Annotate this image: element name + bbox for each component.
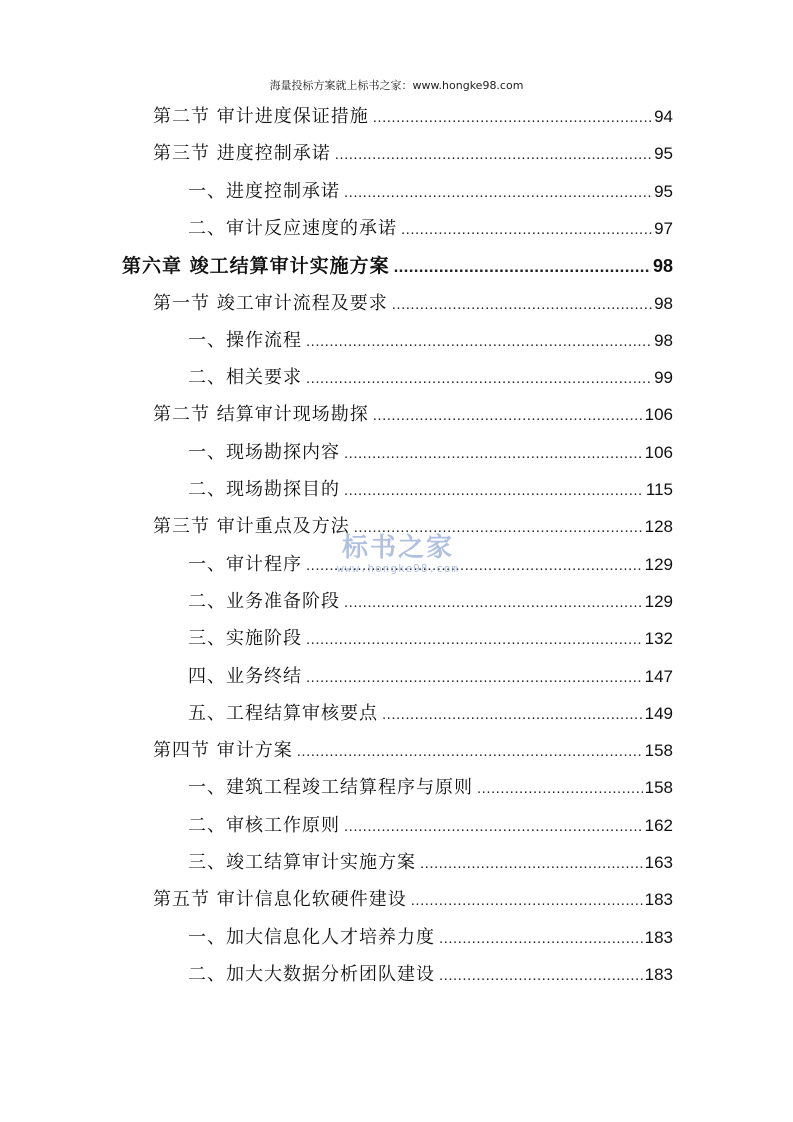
toc-entry[interactable] (153, 736, 673, 766)
toc-entry-label: 第五节 审计信息化软硬件建设 (153, 889, 407, 911)
toc-entry-label: 第二节 审计进度保证措施 (153, 106, 369, 127)
toc-entry[interactable] (122, 251, 673, 281)
toc-leader-dots (306, 333, 652, 350)
toc-leader-dots (373, 407, 643, 424)
toc-leader-dots (306, 631, 643, 648)
toc-entry[interactable] (188, 438, 673, 468)
toc-entry-page-number: 95 (654, 144, 673, 164)
toc-entry[interactable] (188, 662, 673, 692)
toc-entry[interactable] (188, 475, 673, 505)
toc-entry-page-number: 97 (654, 218, 673, 238)
toc-entry[interactable] (153, 102, 673, 132)
toc-entry-label: 第一节 竣工审计流程及要求 (153, 292, 388, 314)
toc-entry-label: 二、业务准备阶段 (188, 590, 340, 612)
toc-leader-dots (354, 519, 643, 536)
toc-entry[interactable] (188, 214, 673, 244)
toc-entry-label: 第四节 审计方案 (153, 740, 293, 762)
toc-leader-dots (306, 669, 643, 686)
toc-entry[interactable] (188, 848, 673, 878)
toc-entry-label: 二、审核工作原则 (188, 814, 340, 836)
toc-entry-page-number: 95 (654, 181, 673, 201)
toc-entry-label: 二、审计反应速度的承诺 (188, 217, 397, 239)
toc-entry[interactable] (153, 139, 673, 169)
toc-entry[interactable] (188, 773, 673, 803)
toc-entry-page-number: 115 (645, 480, 673, 499)
toc-leader-dots (394, 257, 651, 277)
toc-entry-label: 五、工程结算审核要点 (188, 702, 378, 724)
toc-entry-page-number: 163 (644, 853, 673, 872)
toc-entry-page-number: 94 (654, 107, 673, 126)
toc-entry-page-number: 158 (644, 741, 673, 761)
toc-entry-label: 一、进度控制承诺 (188, 180, 340, 202)
toc-leader-dots (344, 482, 644, 499)
toc-entry[interactable] (188, 699, 673, 729)
toc-entry[interactable] (188, 624, 673, 654)
watermark-url: www.hongke98.com (337, 562, 459, 575)
toc-leader-dots (297, 743, 643, 760)
toc-leader-dots (382, 706, 643, 723)
toc-leader-dots (420, 855, 643, 872)
toc-entry-label: 二、加大大数据分析团队建设 (188, 963, 435, 985)
page-header: 海量投标方案就上标书之家：www.hongke98.com (269, 79, 524, 92)
toc-leader-dots (439, 930, 643, 947)
toc-entry-label: 第三节 审计重点及方法 (153, 516, 350, 538)
toc-entry-page-number: 128 (644, 517, 673, 537)
toc-entry-page-number: 129 (644, 591, 673, 611)
toc-entry-label: 第六章 竣工结算审计实施方案 (122, 255, 390, 278)
toc-entry-page-number: 183 (644, 927, 673, 947)
toc-leader-dots (439, 967, 643, 984)
toc-entry-label: 三、竣工结算审计实施方案 (188, 852, 416, 873)
toc-leader-dots (344, 818, 643, 835)
toc-leader-dots (306, 557, 643, 574)
toc-entry[interactable] (153, 400, 673, 430)
toc-entry-label: 三、实施阶段 (188, 628, 302, 650)
toc-entry-label: 第三节 进度控制承诺 (153, 143, 331, 165)
toc-leader-dots (344, 445, 643, 462)
watermark-title: 标书之家 (341, 533, 454, 563)
toc-leader-dots (392, 296, 652, 313)
toc-entry-page-number: 183 (644, 964, 673, 984)
toc-entry-page-number: 147 (644, 666, 673, 686)
toc-entry-label: 一、现场勘探内容 (188, 441, 340, 463)
toc-entry-page-number: 132 (644, 629, 673, 649)
toc-leader-dots (306, 370, 652, 387)
toc-entry-label: 一、建筑工程竣工结算程序与原则 (188, 777, 473, 799)
toc-entry[interactable] (188, 363, 673, 393)
toc-entry[interactable] (188, 587, 673, 617)
toc-entry-label: 第二节 结算审计现场勘探 (153, 404, 369, 426)
toc-entry-label: 二、现场勘探目的 (188, 479, 340, 500)
toc-leader-dots (373, 109, 652, 126)
toc-entry[interactable] (153, 289, 673, 319)
toc-entry-page-number: 106 (644, 442, 673, 462)
toc-entry-page-number: 162 (644, 815, 673, 835)
toc-entry-label: 一、操作流程 (188, 329, 302, 351)
toc-entry-label: 四、业务终结 (188, 665, 302, 687)
toc-entry[interactable] (188, 550, 673, 580)
toc-entry[interactable] (153, 512, 673, 542)
toc-entry-page-number: 158 (644, 778, 673, 798)
toc-entry[interactable] (188, 177, 673, 207)
toc-leader-dots (335, 146, 652, 163)
toc-entry-page-number: 98 (654, 293, 673, 313)
toc-entry-label: 一、加大信息化人才培养力度 (188, 926, 435, 948)
toc-entry-page-number: 149 (644, 703, 673, 723)
toc-entry[interactable] (153, 885, 673, 915)
toc-entry-label: 一、审计程序 (188, 553, 302, 575)
toc-entry[interactable] (188, 923, 673, 953)
toc-entry[interactable] (188, 326, 673, 356)
toc-entry-page-number: 99 (654, 368, 673, 388)
toc-entry-page-number: 129 (644, 554, 673, 574)
toc-entry-page-number: 183 (644, 890, 673, 910)
toc-leader-dots (344, 184, 652, 201)
toc-entry-page-number: 98 (652, 256, 673, 277)
toc-entry-page-number: 106 (644, 405, 673, 425)
toc-entry-page-number: 98 (654, 330, 673, 350)
toc-leader-dots (344, 594, 643, 611)
toc-leader-dots (477, 780, 643, 797)
toc-leader-dots (401, 221, 652, 238)
toc-leader-dots (411, 892, 643, 909)
toc-entry[interactable] (188, 811, 673, 841)
toc-entry[interactable] (188, 960, 673, 990)
toc-entry-label: 二、相关要求 (188, 367, 302, 389)
